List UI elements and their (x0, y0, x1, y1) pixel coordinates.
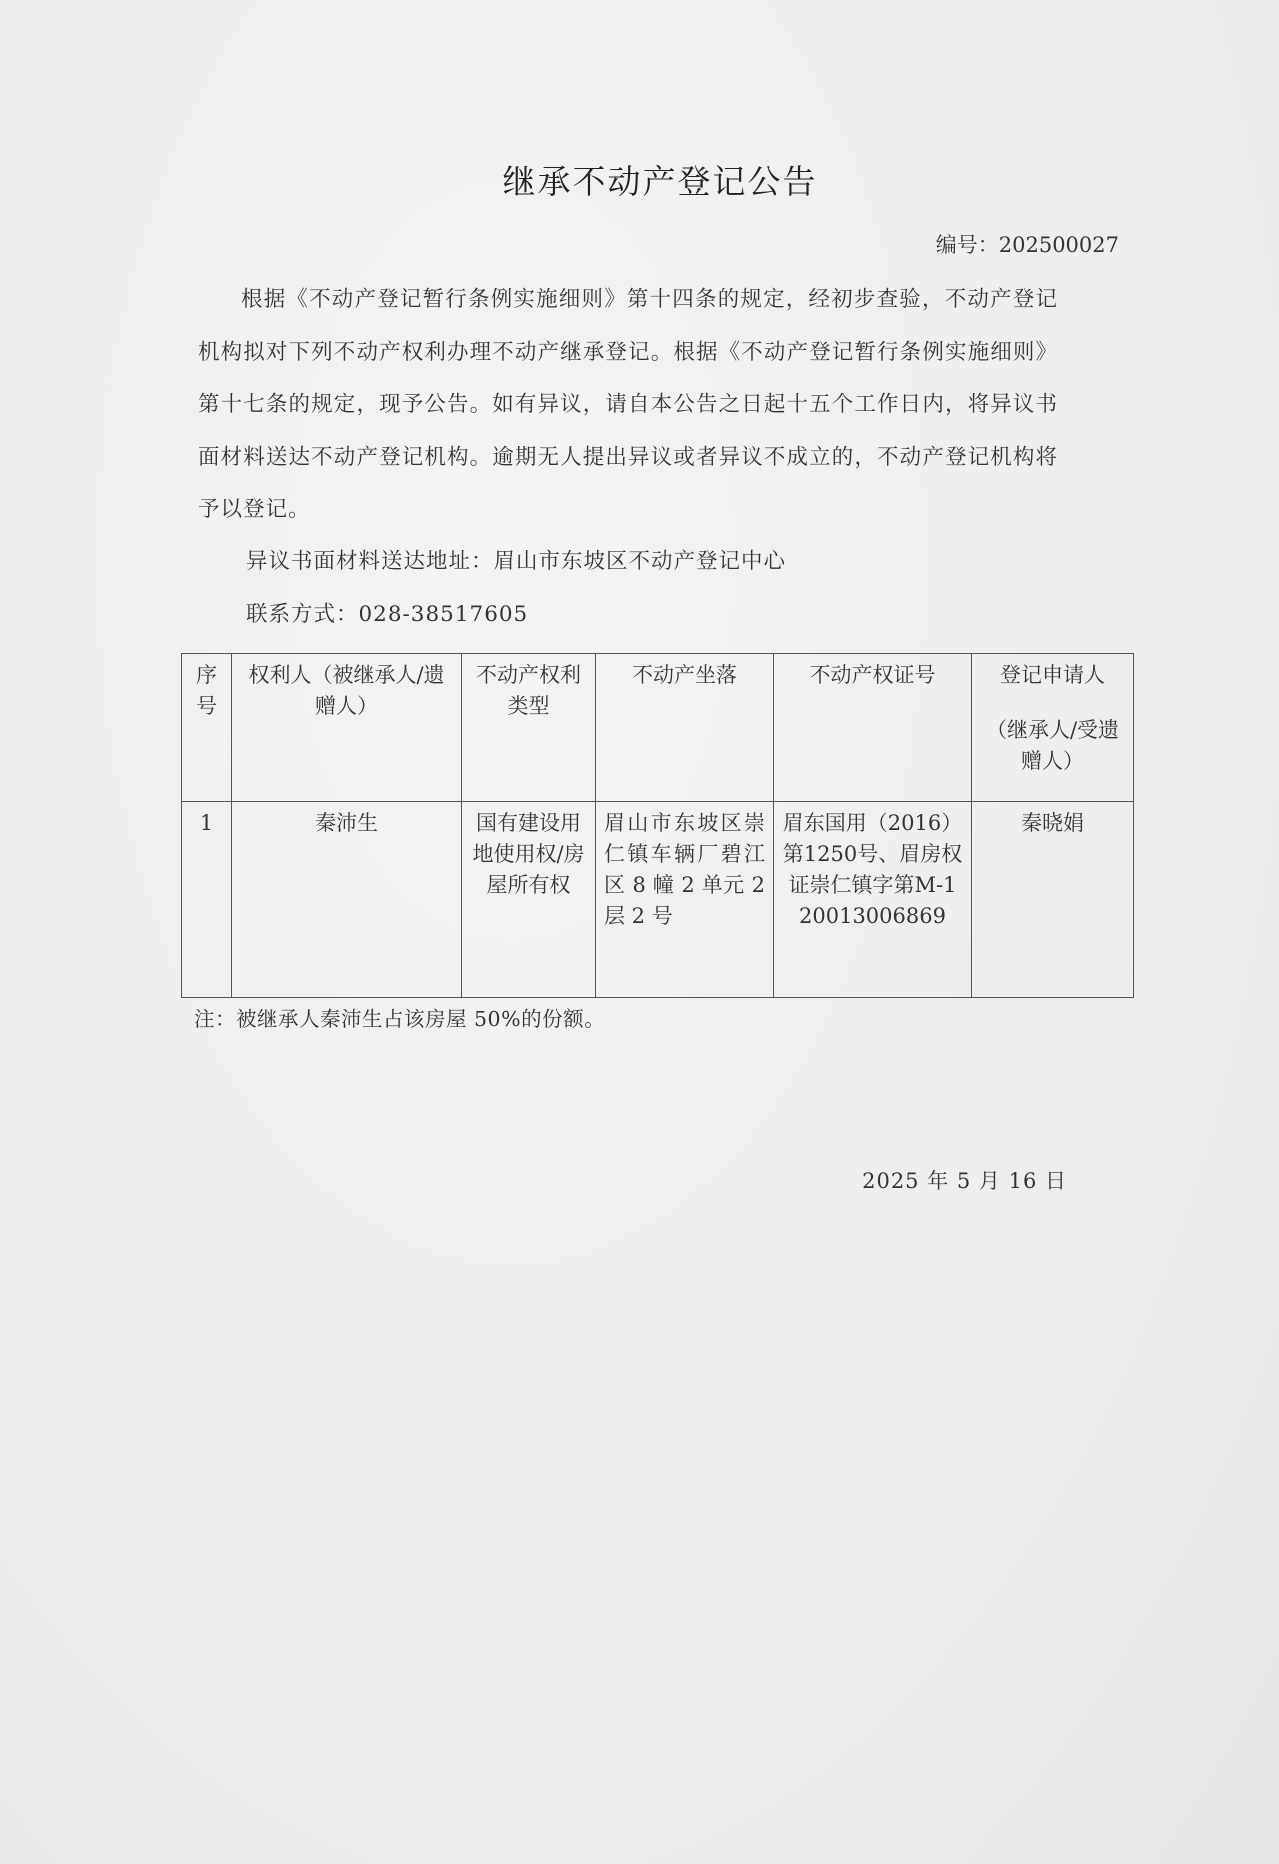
header-seq: 序号 (182, 654, 232, 802)
cell-cert-no: 眉东国用（2016）第1250号、眉房权证崇仁镇字第M-120013006869 (774, 802, 972, 998)
header-applicant (972, 654, 1134, 802)
header-location: 不动产坐落 (596, 654, 774, 802)
cell-right-type: 国有建设用地使用权/房屋所有权 (462, 802, 596, 998)
header-applicant-line2: （继承人/受遗赠人） (985, 718, 1120, 773)
cell-location: 眉山市东坡区崇仁镇车辆厂碧江区 8 幢 2 单元 2 层 2 号 (596, 802, 774, 998)
notice-body-paragraph: 根据《不动产登记暂行条例实施细则》第十四条的规定，经初步查验，不动产登记机构拟对下列不动产权利办理不动产继承登记。根据《不动产登记暂行条例实施细则》第十七条的规定，现予公告。如有异议，请自本公告之日起十五个工作日内，将异议书面材料送达不动产登记机构。逾期无人提出异议或者异议不成立的，不动产登记机构将予以登记。 (198, 287, 1058, 522)
cell-seq: 1 (182, 802, 232, 998)
table-header-row (182, 654, 1134, 802)
contact-info: 联系方式：028-38517605 (246, 602, 529, 627)
table-note: 注：被继承人秦沛生占该房屋 50%的份额。 (194, 1007, 606, 1031)
header-owner: 权利人（被继承人/遗赠人） (232, 654, 462, 802)
table-row (182, 802, 1134, 998)
notice-title: 继承不动产登记公告 (502, 162, 818, 201)
cell-applicant: 秦晓娟 (972, 802, 1134, 998)
objection-address: 异议书面材料送达地址：眉山市东坡区不动产登记中心 (246, 549, 787, 574)
header-applicant-line1: 登记申请人 (1000, 663, 1105, 687)
document-number: 编号：202500027 (935, 233, 1119, 257)
header-cert-no: 不动产权证号 (774, 654, 972, 802)
registration-table (181, 653, 1134, 998)
header-right-type: 不动产权利类型 (462, 654, 596, 802)
cell-owner: 秦沛生 (232, 802, 462, 998)
notice-date: 2025 年 5 月 16 日 (862, 1169, 1067, 1193)
